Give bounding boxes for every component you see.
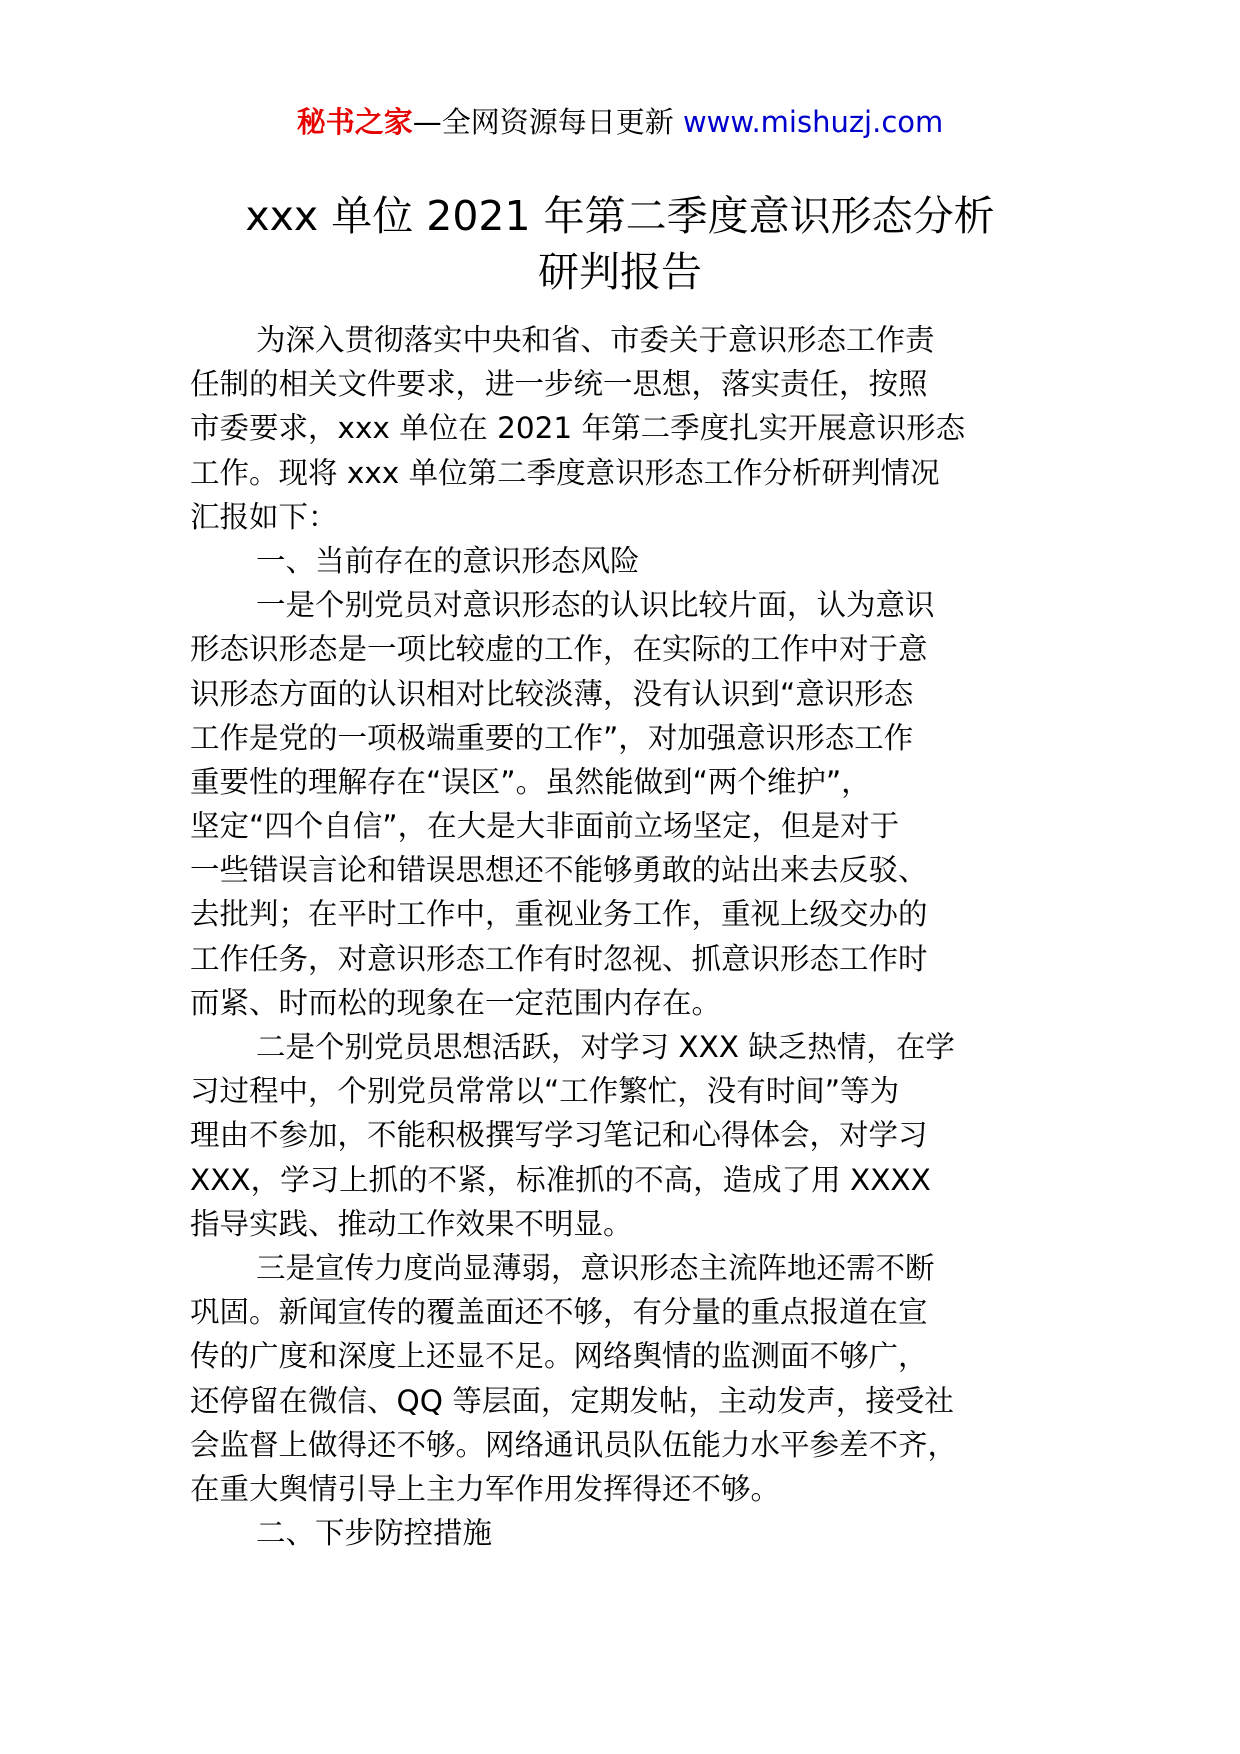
paragraph-risk-3-line: 传的广度和深度上还显不足。网络舆情的监测面不够广， xyxy=(190,1339,928,1374)
section-heading-1: 一、当前存在的意识形态风险 xyxy=(256,543,640,578)
site-url-link[interactable]: www.mishuzj.com xyxy=(682,105,944,139)
paragraph-risk-2-line: 二是个别党员思想活跃，对学习 XXX 缺乏热情，在学 xyxy=(256,1030,955,1064)
paragraph-intro-line: 任制的相关文件要求，进一步统一思想，落实责任，按照 xyxy=(190,367,928,402)
paragraph-risk-3-line: 会监督上做得还不够。网络通讯员队伍能力水平参差不齐， xyxy=(190,1427,958,1462)
paragraph-risk-1-line: 重要性的理解存在“误区”。虽然能做到“两个维护”， xyxy=(190,764,871,799)
section-heading-2: 二、下步防控措施 xyxy=(256,1516,493,1551)
site-header xyxy=(0,100,1240,144)
paragraph-risk-3-line: 还停留在微信、QQ 等层面，定期发帖，主动发声，接受社 xyxy=(190,1383,954,1418)
paragraph-intro-line: 市委要求，xxx 单位在 2021 年第二季度扎实开展意识形态 xyxy=(190,411,966,446)
paragraph-risk-1-line: 识形态方面的认识相对比较淡薄，没有认识到“意识形态 xyxy=(190,676,914,711)
paragraph-intro-line: 汇报如下： xyxy=(190,499,338,534)
paragraph-risk-1-line: 形态识形态是一项比较虚的工作，在实际的工作中对于意 xyxy=(190,632,928,667)
document-title xyxy=(150,188,1090,300)
header-tagline: —全网资源每日更新 xyxy=(412,105,683,139)
paragraph-risk-2-line: 指导实践、推动工作效果不明显。 xyxy=(190,1206,633,1241)
title-line-1: xxx 单位 2021 年第二季度意识形态分析 xyxy=(245,192,995,240)
paragraph-risk-3-line: 三是宣传力度尚显薄弱，意识形态主流阵地还需不断 xyxy=(256,1250,935,1285)
paragraph-risk-1-line: 工作是党的一项极端重要的工作”，对加强意识形态工作 xyxy=(190,720,914,755)
brand-name: 秘书之家 xyxy=(296,105,413,139)
paragraph-risk-2-line: XXX，学习上抓的不紧，标准抓的不高，造成了用 XXXX xyxy=(190,1162,931,1197)
paragraph-intro-line: 工作。现将 xxx 单位第二季度意识形态工作分析研判情况 xyxy=(190,455,940,490)
paragraph-risk-3-line: 在重大舆情引导上主力军作用发挥得还不够。 xyxy=(190,1471,781,1506)
document-body xyxy=(190,318,1070,1555)
paragraph-risk-1-line: 一是个别党员对意识形态的认识比较片面，认为意识 xyxy=(256,588,935,623)
paragraph-risk-1-line: 工作任务，对意识形态工作有时忽视、抓意识形态工作时 xyxy=(190,941,928,976)
paragraph-risk-2-line: 理由不参加，不能积极撰写学习笔记和心得体会，对学习 xyxy=(190,1118,928,1153)
paragraph-intro-line: 为深入贯彻落实中央和省、市委关于意识形态工作责 xyxy=(256,323,935,357)
paragraph-risk-1-line: 坚定“四个自信”，在大是大非面前立场坚定，但是对于 xyxy=(190,809,900,844)
paragraph-risk-1-line: 而紧、时而松的现象在一定范围内存在。 xyxy=(190,985,722,1020)
paragraph-risk-3-line: 巩固。新闻宣传的覆盖面还不够，有分量的重点报道在宣 xyxy=(190,1295,928,1330)
title-line-2: 研判报告 xyxy=(538,248,702,296)
paragraph-risk-1-line: 一些错误言论和错误思想还不能够勇敢的站出来去反驳、 xyxy=(190,853,928,888)
paragraph-risk-2-line: 习过程中，个别党员常常以“工作繁忙，没有时间”等为 xyxy=(190,1074,900,1109)
paragraph-risk-1-line: 去批判；在平时工作中，重视业务工作，重视上级交办的 xyxy=(190,897,928,932)
